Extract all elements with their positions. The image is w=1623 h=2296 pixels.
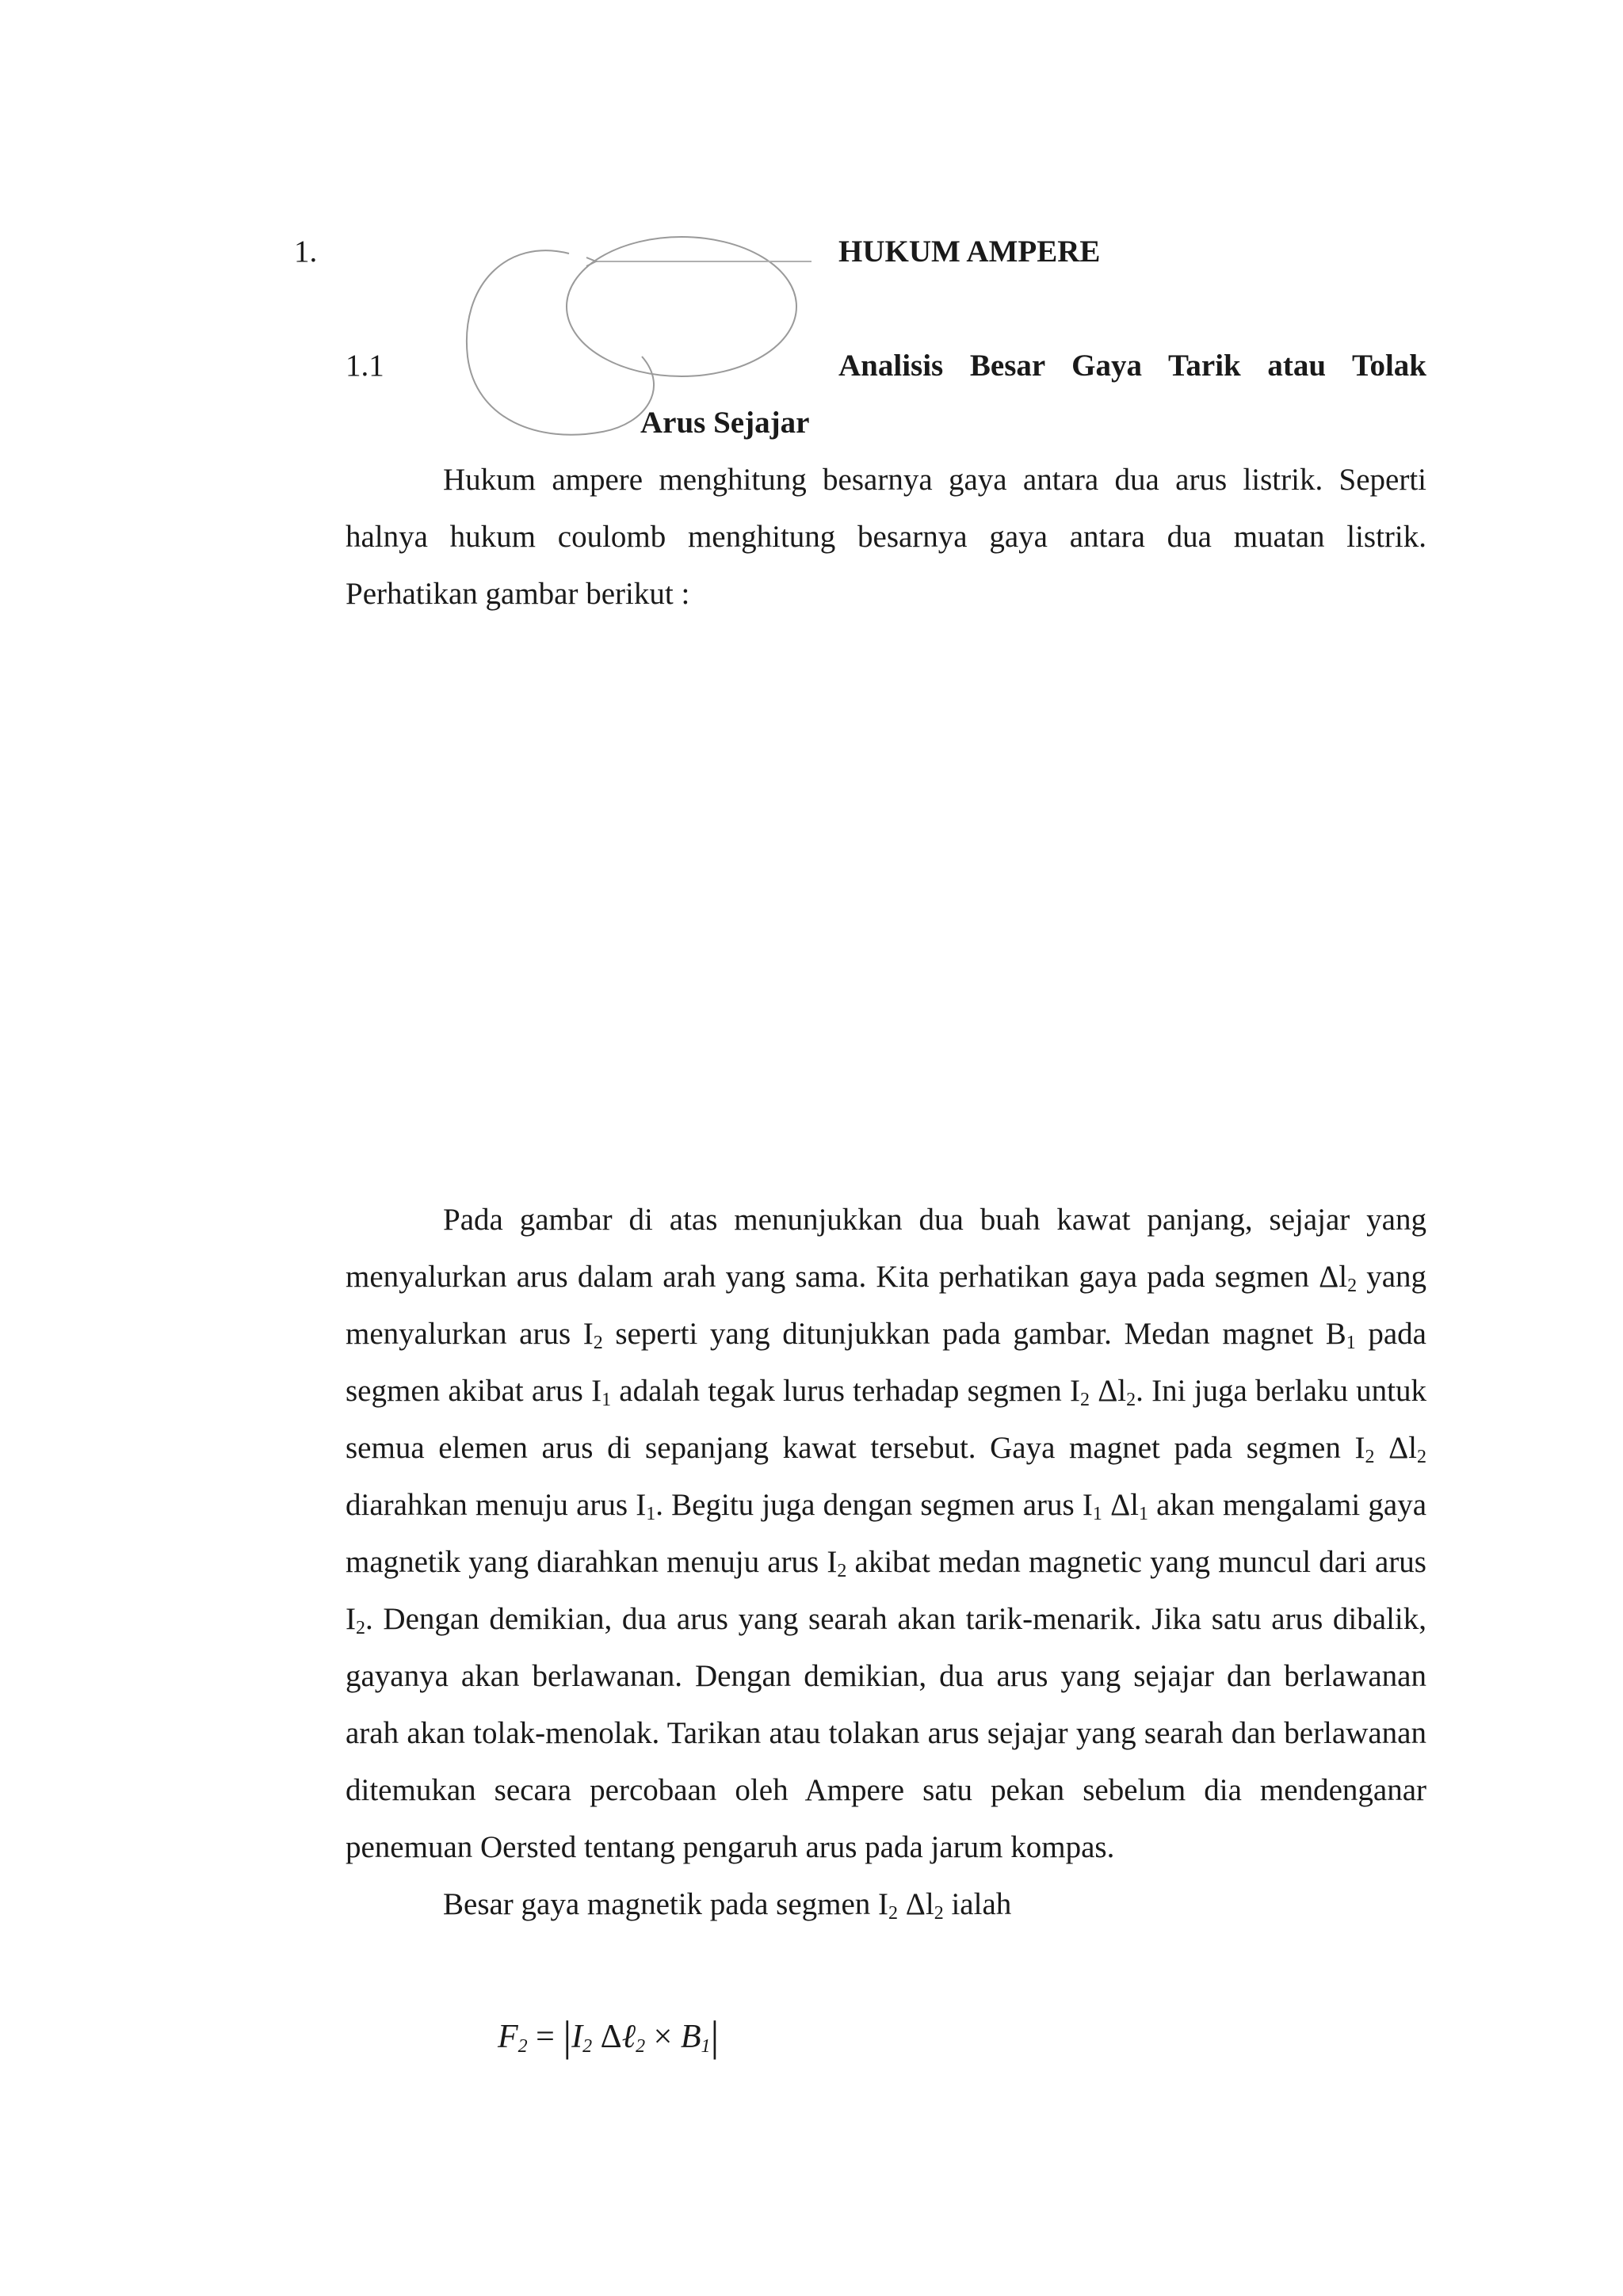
magnitude-sentence bbox=[346, 1876, 1426, 1933]
outer-loop bbox=[467, 250, 654, 435]
subscript: 2 bbox=[593, 1333, 603, 1353]
text-run: akan mengalami gaya magnetik yang diarahkan menuju arus bbox=[346, 1488, 1427, 1579]
subheading-number: 1.1 bbox=[346, 349, 384, 383]
symbol-i: I bbox=[1082, 1488, 1093, 1522]
formula-b: B bbox=[680, 2019, 701, 2055]
subscript: 2 bbox=[1126, 1390, 1136, 1410]
symbol-i: I bbox=[1069, 1374, 1080, 1408]
subscript: 1 bbox=[1346, 1333, 1356, 1353]
explanation-text bbox=[346, 1192, 1426, 1876]
text-run: Pada gambar di atas menunjukkan dua buah kawat panjang, sejajar yang menyalurkan arus dalam arah yang sama. Kita perhatikan gaya pada segmen bbox=[346, 1203, 1426, 1294]
force-formula bbox=[498, 2012, 719, 2061]
intro-line-3: Perhatikan gambar berikut : bbox=[346, 577, 690, 611]
intro-line-2: halnya hukum coulomb menghitung besarnya gaya antara dua muatan listrik. bbox=[346, 520, 1426, 554]
subscript: 2 bbox=[1417, 1447, 1426, 1467]
formula-f: F bbox=[498, 2019, 518, 2055]
heading-number: 1. bbox=[294, 235, 318, 269]
text-run: . Dengan demikian, dua arus yang searah akan tarik-menarik. Jika satu arus dibalik, gayanya akan berlawanan. Dengan demikian, dua arus yang sejajar dan berlawanan arah akan tolak-menolak. Tarikan atau tolakan arus sejajar yang searah dan berlawanan ditemukan secara percobaan oleh Ampere satu pekan sebelum dia mendenganar penemuan Oersted tentang pengaruh arus pada jarum kompas. bbox=[346, 1602, 1426, 1864]
symbol-i: I bbox=[591, 1374, 602, 1408]
formula-ell: ℓ bbox=[621, 2019, 636, 2055]
symbol-i: I bbox=[1354, 1431, 1365, 1465]
symbol-delta-l: Δl bbox=[905, 1887, 934, 1921]
symbol-i: I bbox=[346, 1602, 356, 1636]
text-run: ialah bbox=[943, 1887, 1012, 1921]
subscript: 2 bbox=[934, 1903, 944, 1924]
subscript: 2 bbox=[1079, 1390, 1090, 1410]
symbol-i: I bbox=[582, 1317, 594, 1351]
subheading-title-line2: Arus Sejajar bbox=[640, 406, 810, 440]
formula-times: × bbox=[653, 2019, 673, 2055]
formula-subscript: 2 bbox=[636, 2036, 646, 2057]
subscript: 1 bbox=[1092, 1504, 1102, 1524]
subscript: 1 bbox=[646, 1504, 656, 1524]
subscript: 2 bbox=[356, 1618, 365, 1638]
subheading-title-line1: Analisis Besar Gaya Tarik atau Tolak bbox=[838, 349, 1426, 383]
subscript: 2 bbox=[888, 1903, 899, 1924]
symbol-b: B bbox=[1325, 1317, 1346, 1351]
subscript: 2 bbox=[837, 1561, 847, 1581]
subscript: 2 bbox=[1347, 1276, 1358, 1296]
text-run: diarahkan menuju arus bbox=[346, 1488, 636, 1522]
explanation-paragraph bbox=[346, 1192, 1426, 1933]
formula-abs-bar-left: | bbox=[563, 2012, 572, 2060]
formula-subscript: 2 bbox=[582, 2036, 593, 2057]
intro-paragraph bbox=[346, 452, 1426, 623]
text-run: seperti yang ditunjukkan pada gambar. Medan magnet bbox=[602, 1317, 1326, 1351]
pointer-arrow bbox=[586, 257, 596, 266]
symbol-delta-l: Δl bbox=[1110, 1488, 1139, 1522]
subscript: 2 bbox=[1365, 1447, 1375, 1467]
subscript: 1 bbox=[1138, 1504, 1148, 1524]
inner-loop bbox=[567, 237, 796, 376]
symbol-i: I bbox=[636, 1488, 647, 1522]
symbol-delta-l: Δl bbox=[1388, 1431, 1417, 1465]
text-run: . Begitu juga dengan segmen arus bbox=[655, 1488, 1083, 1522]
symbol-i: I bbox=[827, 1545, 838, 1579]
text-run: pada segmen akibat arus bbox=[346, 1317, 1426, 1408]
symbol-delta-l: Δl bbox=[1319, 1260, 1348, 1294]
text-run: yang menyalurkan arus bbox=[346, 1260, 1426, 1351]
text-run: Besar gaya magnetik pada segmen bbox=[443, 1887, 879, 1921]
formula-subscript: 2 bbox=[517, 2036, 528, 2057]
formula-equals: = bbox=[536, 2019, 555, 2055]
text-run: adalah tegak lurus terhadap segmen bbox=[611, 1374, 1070, 1408]
subscript: 1 bbox=[601, 1390, 612, 1410]
symbol-i: I bbox=[878, 1887, 889, 1921]
heading-title: HUKUM AMPERE bbox=[838, 235, 1101, 269]
formula-abs-bar-right: | bbox=[710, 2012, 720, 2060]
text-run: akibat medan magnetic yang muncul dari arus bbox=[846, 1545, 1426, 1579]
text-run: . Ini juga berlaku untuk semua elemen arus di sepanjang kawat tersebut. Gaya magnet pada segmen bbox=[346, 1374, 1426, 1465]
symbol-delta-l: Δl bbox=[1098, 1374, 1127, 1408]
formula-delta: Δ bbox=[600, 2019, 622, 2055]
formula-i: I bbox=[571, 2019, 583, 2055]
formula-subscript: 1 bbox=[701, 2036, 711, 2057]
intro-line-1: Hukum ampere menghitung besarnya gaya antara dua arus listrik. Seperti bbox=[443, 463, 1426, 497]
